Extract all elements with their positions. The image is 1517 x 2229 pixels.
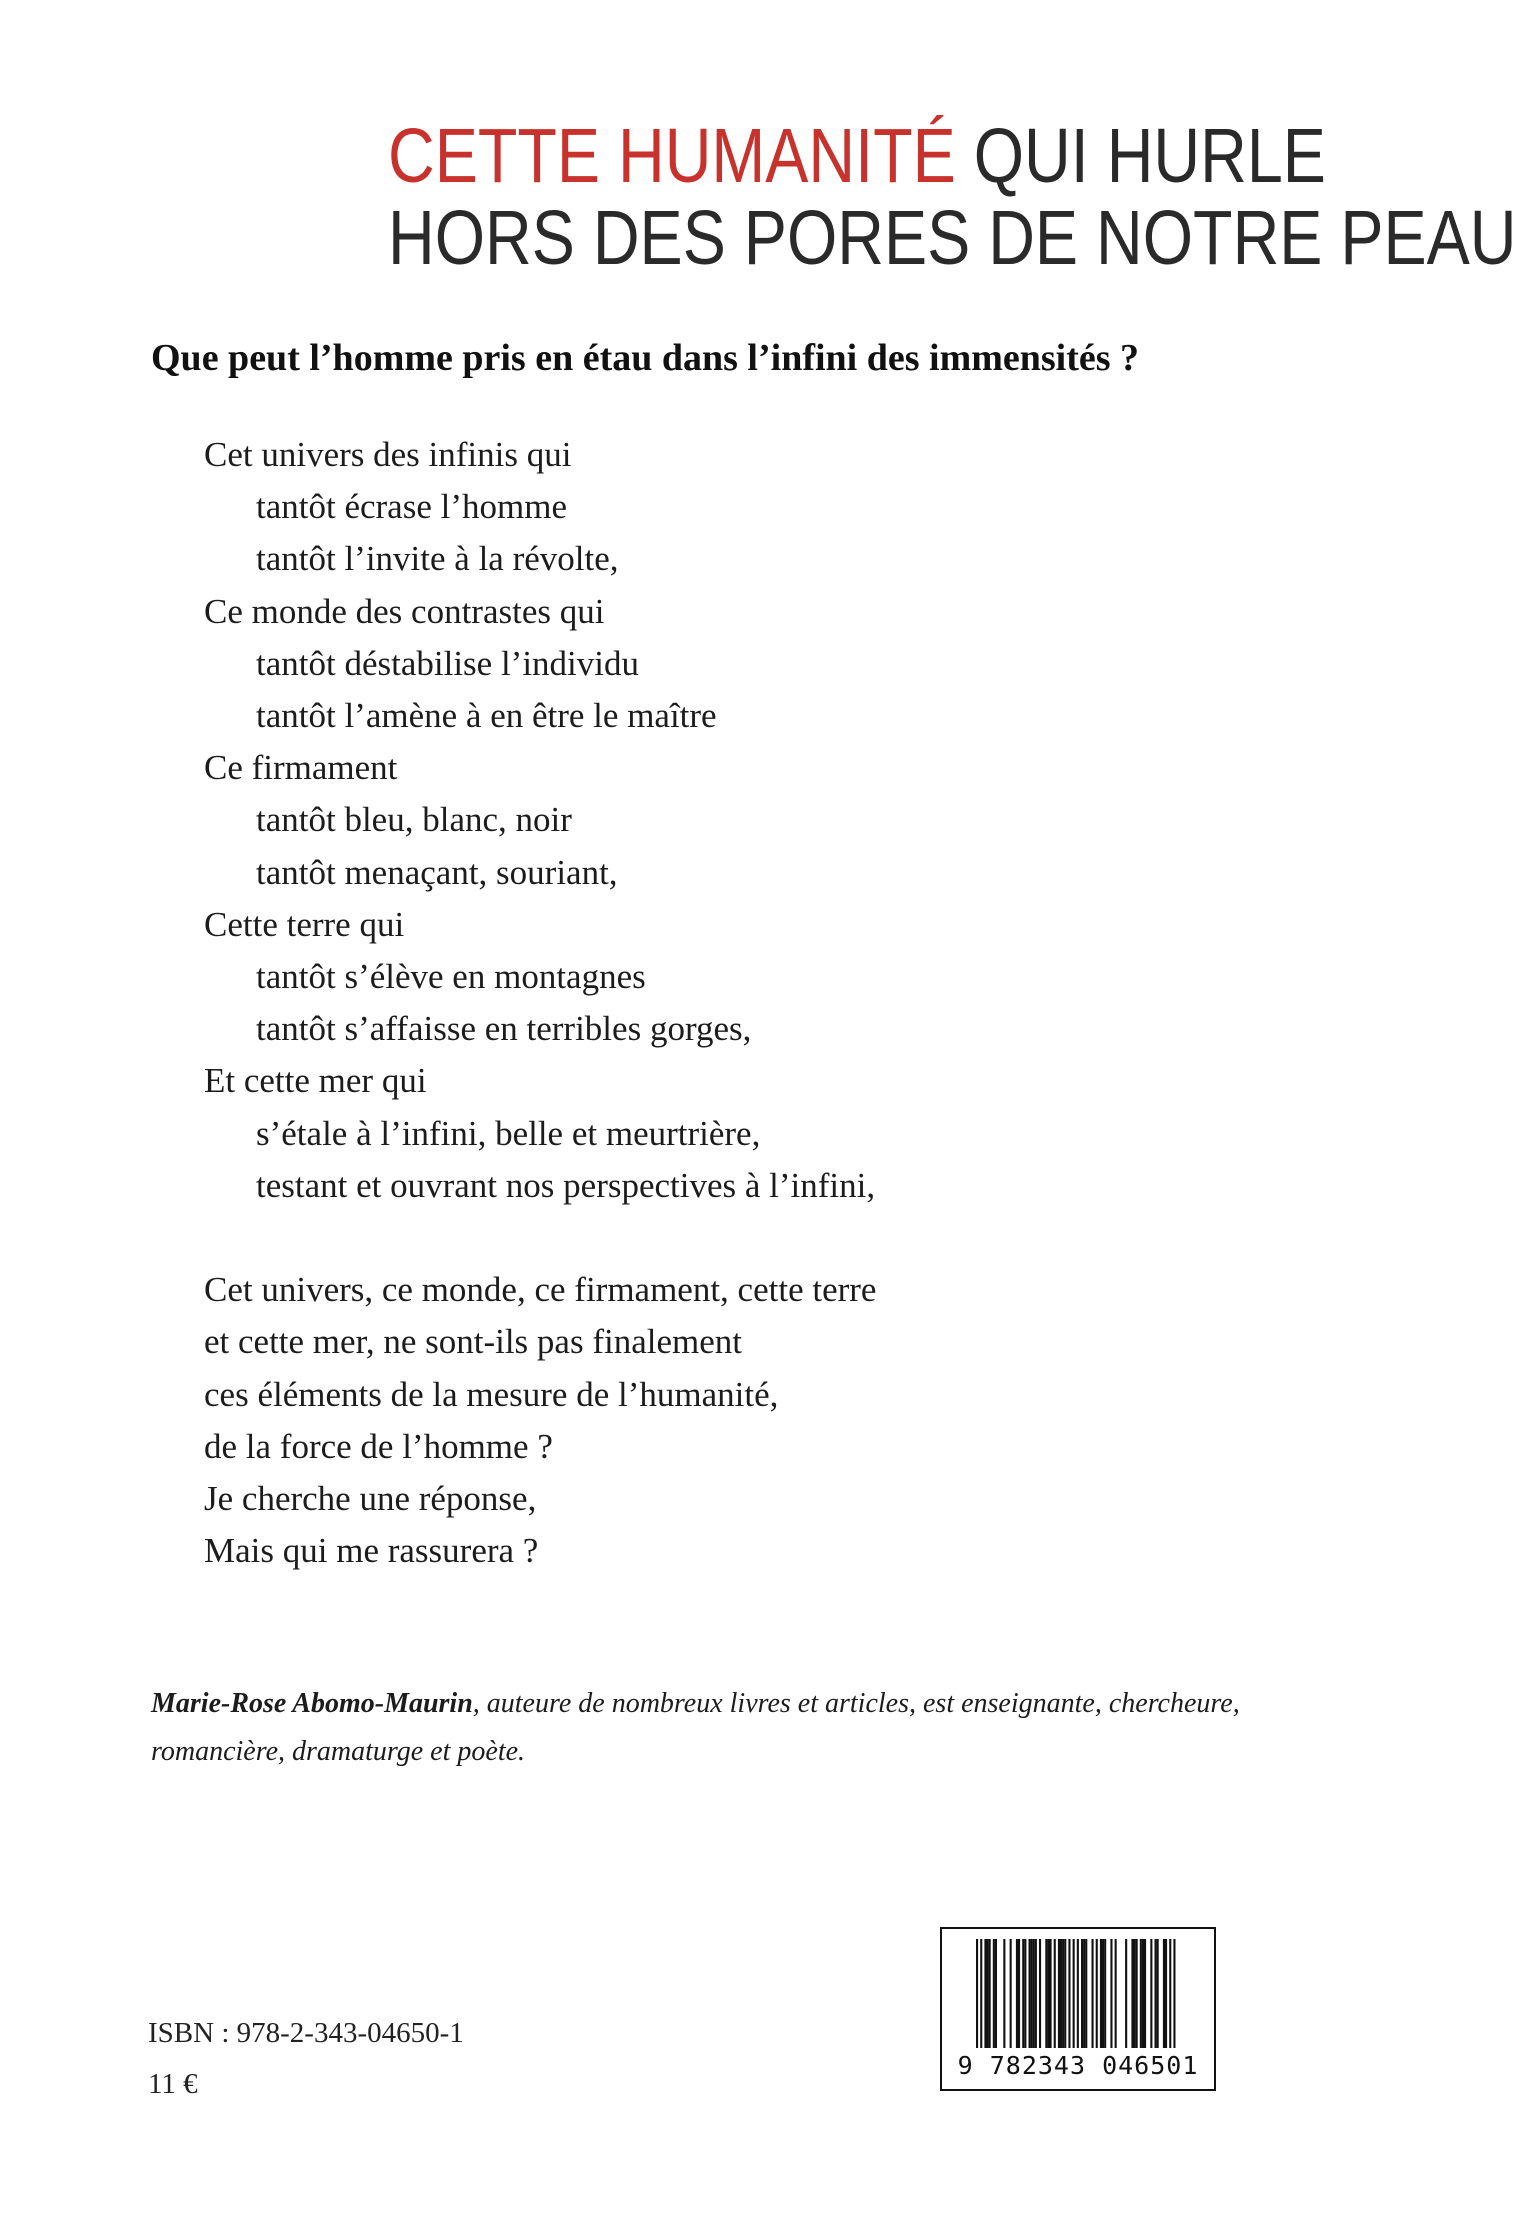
- barcode-bar: [1104, 1939, 1106, 2059]
- poem-line: Cette terre qui: [204, 904, 405, 944]
- barcode-bar: [1136, 1939, 1138, 2059]
- barcode-bar: [1150, 1939, 1152, 2059]
- barcode-bar: [1077, 1939, 1079, 2059]
- barcode-bar: [1169, 1939, 1171, 2059]
- barcode-bar: [1081, 1939, 1083, 2059]
- barcode-bar: [1047, 1939, 1049, 2059]
- poem-line: ces éléments de la mesure de l’humanité,: [204, 1374, 779, 1414]
- barcode-bar: [1010, 1939, 1012, 2059]
- barcode-bar: [1035, 1939, 1037, 2059]
- barcode-bar: [987, 1939, 989, 2059]
- barcode-bar: [1031, 1939, 1033, 2059]
- author-name: Marie-Rose Abomo-Maurin: [151, 1688, 473, 1719]
- barcode-bar: [1068, 1939, 1070, 2059]
- barcode-bar: [995, 1939, 997, 2059]
- barcode-bar: [1016, 1939, 1018, 2059]
- barcode-bar: [1155, 1939, 1157, 2059]
- barcode-digits: 9 782343 046501: [942, 2048, 1214, 2084]
- barcode-bar: [1100, 1939, 1102, 2059]
- book-title-line-1: [388, 113, 1326, 199]
- barcode-bar: [1165, 1939, 1167, 2059]
- barcode-bar: [1131, 1939, 1133, 2059]
- poem-line: et cette mer, ne sont-ils pas finalement: [204, 1322, 742, 1362]
- barcode-bar: [1092, 1939, 1094, 2059]
- barcode-bar: [980, 1939, 982, 2059]
- barcode-bar: [1144, 1939, 1146, 2059]
- book-title-line-2: HORS DES PORES DE NOTRE PEAU: [388, 195, 1517, 281]
- barcode-bar: [984, 1939, 986, 2059]
- barcode-bar: [1083, 1939, 1085, 2059]
- poem-line: Mais qui me rassurera ?: [204, 1531, 539, 1571]
- poem-line: tantôt bleu, blanc, noir: [256, 800, 572, 840]
- tagline-question: Que peut l’homme pris en étau dans l’infini des immensités ?: [151, 337, 1140, 379]
- poem-line: testant et ouvrant nos perspectives à l’infini,: [256, 1165, 876, 1205]
- barcode-bar: [1110, 1939, 1112, 2059]
- barcode-bar: [1134, 1939, 1136, 2059]
- barcode-bar: [1142, 1939, 1144, 2059]
- poem-line: tantôt menaçant, souriant,: [256, 852, 618, 892]
- barcode-bar: [1102, 1939, 1104, 2059]
- barcode: [940, 1927, 1216, 2091]
- author-bio: [151, 1680, 1281, 1776]
- poem-line: Et cette mer qui: [204, 1061, 427, 1101]
- barcode-bar: [1073, 1939, 1075, 2059]
- poem-line: Cet univers des infinis qui: [204, 435, 572, 474]
- price: 11 €: [148, 2068, 198, 2100]
- barcode-bar: [1018, 1939, 1020, 2059]
- barcode-bar: [1022, 1939, 1024, 2059]
- barcode-bar: [1140, 1939, 1142, 2059]
- barcode-bar: [1096, 1939, 1098, 2059]
- poem-line: s’étale à l’infini, belle et meurtrière,: [256, 1113, 761, 1153]
- barcode-bar: [1064, 1939, 1066, 2059]
- poem-line: de la force de l’homme ?: [204, 1426, 553, 1466]
- barcode-bar: [1039, 1939, 1041, 2059]
- poem-line: tantôt écrase l’homme: [256, 487, 567, 527]
- barcode-bar: [1062, 1939, 1064, 2059]
- barcode-bar: [1003, 1939, 1005, 2059]
- barcode-bar: [1050, 1939, 1052, 2059]
- title-rest: QUI HURLE: [955, 113, 1326, 199]
- barcode-bar: [1058, 1939, 1060, 2059]
- poem-line: Cet univers, ce monde, ce firmament, cette terre: [204, 1270, 877, 1310]
- barcode-bar: [1045, 1939, 1047, 2059]
- poem-line: tantôt l’invite à la révolte,: [256, 539, 619, 579]
- poem-line: tantôt déstabilise l’individu: [256, 643, 640, 683]
- title-accent: CETTE HUMANITÉ: [388, 113, 956, 199]
- barcode-bar: [1054, 1939, 1056, 2059]
- poem-line: Ce monde des contrastes qui: [204, 591, 605, 631]
- isbn: ISBN : 978-2-343-04650-1: [148, 2017, 464, 2049]
- barcode-bar: [1033, 1939, 1035, 2059]
- poem-line: tantôt l’amène à en être le maître: [256, 696, 717, 735]
- author-bio-text: , auteure de nombreux livres et articles, est enseignante, chercheure, romancière, dramaturge et poète.: [151, 1688, 1240, 1767]
- barcode-bar: [1163, 1939, 1165, 2059]
- barcode-bar: [1115, 1939, 1117, 2059]
- barcode-bar: [976, 1939, 978, 2059]
- barcode-bar: [1085, 1939, 1087, 2059]
- barcode-bar: [1173, 1939, 1175, 2059]
- barcode-bar: [1024, 1939, 1026, 2059]
- poem-line: tantôt s’affaisse en terribles gorges,: [256, 1009, 752, 1049]
- barcode-bar: [1157, 1939, 1159, 2059]
- barcode-bar: [989, 1939, 991, 2059]
- poem-line: tantôt s’élève en montagnes: [256, 957, 646, 996]
- barcode-bar: [1029, 1939, 1031, 2059]
- poem-line: Ce firmament: [204, 748, 398, 788]
- barcode-bar: [1060, 1939, 1062, 2059]
- barcode-bar: [993, 1939, 995, 2059]
- poem-line: Je cherche une réponse,: [204, 1479, 537, 1518]
- barcode-bar: [1125, 1939, 1127, 2059]
